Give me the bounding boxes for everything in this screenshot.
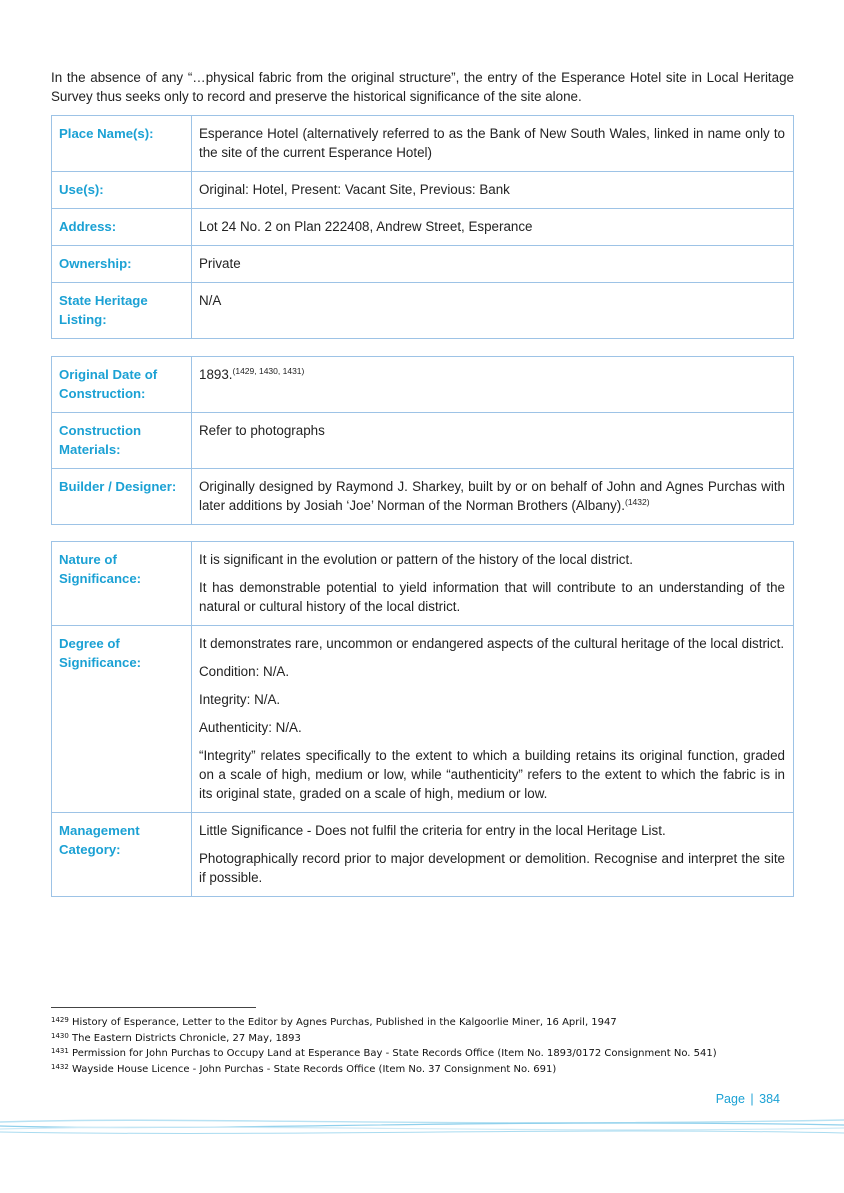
intro-paragraph: In the absence of any “…physical fabric from the original structure”, the entry of the Esperance Hotel site in Local Heritage Survey thus seeks only to record and preserve the historical significance of the site alone. [51, 70, 794, 104]
condition-text: Condition: N/A. [199, 664, 290, 679]
footnote-text: Permission for John Purchas to Occupy Land at Esperance Bay - State Records Office (Item No. 1893/0172 Consignment No. 541) [72, 1048, 717, 1059]
significance-table [51, 541, 794, 897]
use-value: Original: Hotel, Present: Vacant Site, Previous: Bank [192, 172, 794, 209]
paragraph: Photographically record prior to major development or demolition. Recognise and interpret the site if possible. [199, 851, 785, 885]
page-number [700, 1092, 780, 1106]
paragraph: “Integrity” relates specifically to the extent to which a building retains its original function, graded on a scale of high, medium or low, while “authenticity” refers to the extent to which the fabric is in its original state, graded on a scale of high, medium or low. [199, 748, 785, 801]
original-date-value [192, 357, 794, 413]
construction-table [51, 356, 794, 525]
paragraph: It is significant in the evolution or pattern of the history of the local district. [199, 552, 633, 567]
table-row [52, 413, 794, 469]
degree-of-significance-value [192, 626, 794, 813]
footnote-item [51, 1062, 811, 1078]
table-row [52, 116, 794, 172]
address-value: Lot 24 No. 2 on Plan 222408, Andrew Street, Esperance [192, 209, 794, 246]
footnote-divider [51, 1007, 256, 1008]
table-row [52, 626, 794, 813]
footnote-text: History of Esperance, Letter to the Editor by Agnes Purchas, Published in the Kalgoorlie Miner, 16 April, 1947 [72, 1017, 617, 1028]
nature-of-significance-value [192, 542, 794, 626]
management-category-value [192, 813, 794, 897]
integrity-text: Integrity: N/A. [199, 692, 281, 707]
page-number-value: 384 [759, 1092, 780, 1106]
place-name-value: Esperance Hotel (alternatively referred to as the Bank of New South Wales, linked in name only to the site of the current Esperance Hotel) [192, 116, 794, 172]
ownership-label: Ownership: [52, 246, 192, 283]
footnote-ref: (1429, 1430, 1431) [232, 366, 305, 376]
page-label: Page [715, 1092, 745, 1106]
original-date-label: Original Date of Construction: [52, 357, 192, 413]
footnote-number: 1431 [51, 1047, 69, 1055]
footnote-text: The Eastern Districts Chronicle, 27 May, 1893 [72, 1032, 301, 1044]
table-row [52, 283, 794, 339]
footnote-ref: (1432) [624, 497, 650, 507]
table-row [52, 469, 794, 525]
footnote-number: 1432 [51, 1062, 69, 1071]
footnote-number: 1430 [51, 1031, 69, 1040]
table-row [52, 246, 794, 283]
table-row [52, 172, 794, 209]
construction-materials-label: Construction Materials: [52, 413, 192, 469]
table-row [52, 542, 794, 626]
state-heritage-listing-value: N/A [192, 283, 794, 339]
footer-wave-decoration [0, 1108, 844, 1140]
nature-of-significance-label: Nature of Significance: [52, 542, 192, 626]
builder-designer-text: Originally designed by Raymond J. Sharkey, built by or on behalf of John and Agnes Purchas with later additions by Josiah ‘Joe’ Norman of the Norman Brothers (Albany). [199, 479, 785, 513]
ownership-value: Private [192, 246, 794, 283]
builder-designer-label: Builder / Designer: [52, 469, 192, 525]
footnote-number: 1429 [51, 1016, 69, 1024]
paragraph: It demonstrates rare, uncommon or endangered aspects of the cultural heritage of the local district. [199, 636, 785, 651]
place-name-label: Place Name(s): [52, 116, 192, 172]
state-heritage-listing-label: State Heritage Listing: [52, 283, 192, 339]
management-category-label: Management Category: [52, 813, 192, 897]
address-label: Address: [52, 209, 192, 246]
footnotes [51, 1015, 811, 1077]
construction-materials-value: Refer to photographs [192, 413, 794, 469]
place-details-table [51, 115, 794, 339]
builder-designer-value [192, 469, 794, 525]
footnote-item [51, 1031, 811, 1047]
table-row [52, 813, 794, 897]
paragraph: It has demonstrable potential to yield information that will contribute to an understanding of the natural or cultural history of the local district. [199, 580, 785, 614]
table-row [52, 357, 794, 413]
use-label: Use(s): [52, 172, 192, 209]
paragraph: Little Significance - Does not fulfil the criteria for entry in the local Heritage List. [199, 823, 666, 838]
table-row [52, 209, 794, 246]
original-date-text: 1893. [199, 367, 233, 382]
page-separator: | [750, 1092, 754, 1106]
authenticity-text: Authenticity: N/A. [199, 720, 302, 735]
footnote-text: Wayside House Licence - John Purchas - State Records Office (Item No. 37 Consignment No. 691) [72, 1063, 557, 1075]
footnote-item [51, 1046, 811, 1062]
footnote-item [51, 1015, 811, 1031]
degree-of-significance-label: Degree of Significance: [52, 626, 192, 813]
